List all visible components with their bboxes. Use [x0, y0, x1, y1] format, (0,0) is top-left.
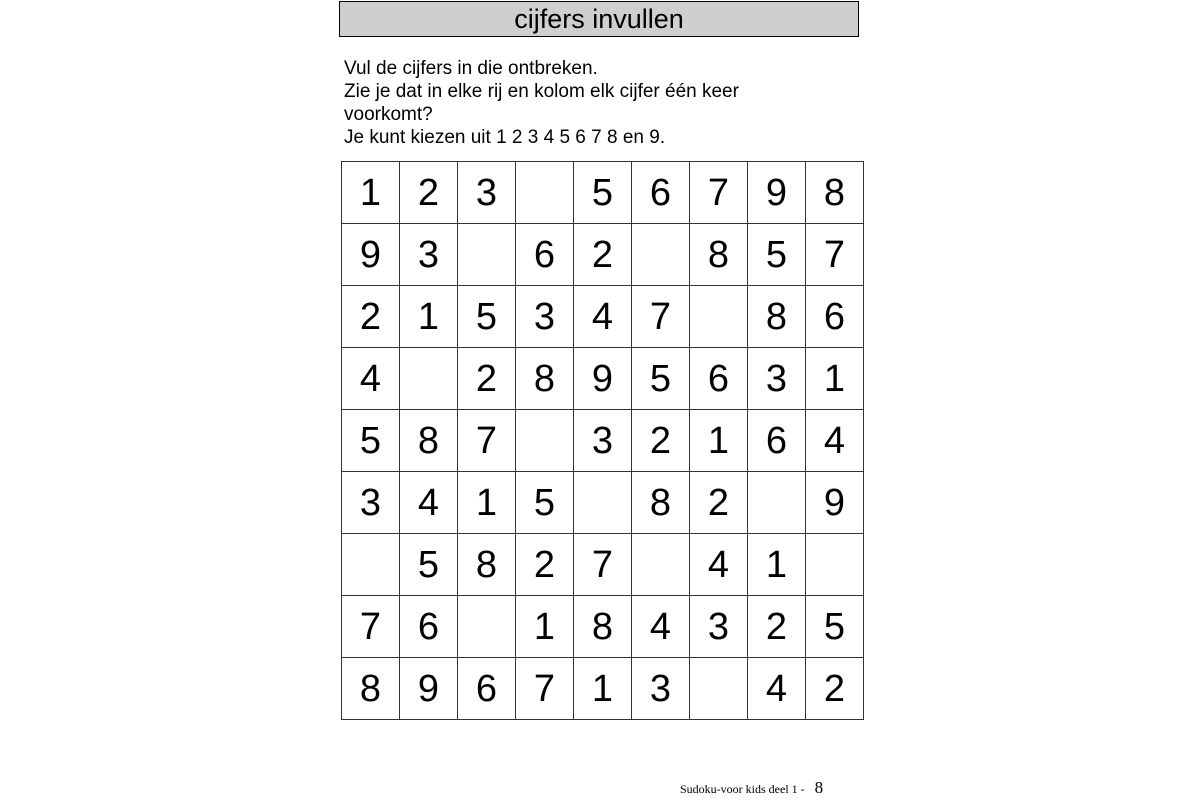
- grid-cell: 1: [342, 162, 400, 224]
- empty-cell[interactable]: [690, 286, 748, 348]
- empty-cell[interactable]: [632, 224, 690, 286]
- grid-cell: 3: [574, 410, 632, 472]
- empty-cell[interactable]: [516, 162, 574, 224]
- grid-cell: 1: [516, 596, 574, 658]
- grid-cell: 3: [458, 162, 516, 224]
- sudoku-grid: [341, 161, 864, 720]
- grid-cell: 1: [400, 286, 458, 348]
- grid-cell: 5: [458, 286, 516, 348]
- grid-cell: 9: [748, 162, 806, 224]
- empty-cell[interactable]: [632, 534, 690, 596]
- grid-cell: 6: [516, 224, 574, 286]
- empty-cell[interactable]: [690, 658, 748, 720]
- instructions: [344, 57, 844, 149]
- empty-cell[interactable]: [458, 596, 516, 658]
- grid-cell: 2: [748, 596, 806, 658]
- empty-cell[interactable]: [748, 472, 806, 534]
- grid-cell: 7: [574, 534, 632, 596]
- grid-cell: 2: [806, 658, 864, 720]
- grid-cell: 8: [690, 224, 748, 286]
- grid-cell: 3: [342, 472, 400, 534]
- grid-cell: 2: [516, 534, 574, 596]
- empty-cell[interactable]: [458, 224, 516, 286]
- grid-cell: 8: [516, 348, 574, 410]
- grid-cell: 6: [400, 596, 458, 658]
- grid-cell: 9: [342, 224, 400, 286]
- grid-cell: 2: [632, 410, 690, 472]
- grid-cell: 7: [806, 224, 864, 286]
- grid-cell: 2: [690, 472, 748, 534]
- grid-cell: 4: [748, 658, 806, 720]
- grid-cell: 3: [400, 224, 458, 286]
- grid-cell: 4: [342, 348, 400, 410]
- empty-cell[interactable]: [342, 534, 400, 596]
- grid-cell: 8: [574, 596, 632, 658]
- grid-cell: 5: [400, 534, 458, 596]
- grid-cell: 1: [806, 348, 864, 410]
- grid-cell: 6: [632, 162, 690, 224]
- grid-cell: 5: [632, 348, 690, 410]
- grid-cell: 1: [690, 410, 748, 472]
- grid-cell: 7: [632, 286, 690, 348]
- instruction-line: voorkomt?: [344, 104, 433, 125]
- grid-cell: 1: [748, 534, 806, 596]
- grid-cell: 4: [690, 534, 748, 596]
- grid-cell: 4: [574, 286, 632, 348]
- grid-cell: 5: [516, 472, 574, 534]
- grid-cell: 7: [342, 596, 400, 658]
- grid-cell: 5: [342, 410, 400, 472]
- grid-cell: 8: [458, 534, 516, 596]
- grid-cell: 2: [574, 224, 632, 286]
- grid-cell: 1: [574, 658, 632, 720]
- grid-cell: 8: [632, 472, 690, 534]
- grid-cell: 6: [690, 348, 748, 410]
- grid-cell: 3: [690, 596, 748, 658]
- empty-cell[interactable]: [574, 472, 632, 534]
- grid-cell: 4: [632, 596, 690, 658]
- worksheet-title: cijfers invullen: [339, 1, 859, 37]
- instruction-line: Je kunt kiezen uit 1 2 3 4 5 6 7 8 en 9.: [344, 127, 666, 148]
- grid-cell: 3: [632, 658, 690, 720]
- grid-cell: 7: [690, 162, 748, 224]
- grid-cell: 6: [458, 658, 516, 720]
- instruction-line: Zie je dat in elke rij en kolom elk cijfer één keer: [344, 81, 739, 102]
- instruction-line: Vul de cijfers in die ontbreken.: [344, 58, 598, 79]
- grid-cell: 3: [748, 348, 806, 410]
- footer-text: Sudoku-voor kids deel 1 -: [680, 782, 805, 796]
- grid-cell: 8: [400, 410, 458, 472]
- page-number: 8: [814, 778, 824, 797]
- grid-cell: 6: [748, 410, 806, 472]
- grid-cell: 8: [342, 658, 400, 720]
- grid-cell: 8: [806, 162, 864, 224]
- empty-cell[interactable]: [400, 348, 458, 410]
- grid-cell: 4: [400, 472, 458, 534]
- page-footer: [680, 778, 823, 798]
- grid-cell: 2: [400, 162, 458, 224]
- grid-cell: 5: [748, 224, 806, 286]
- grid-cell: 3: [516, 286, 574, 348]
- grid-cell: 2: [458, 348, 516, 410]
- grid-cell: 7: [458, 410, 516, 472]
- grid-cell: 9: [400, 658, 458, 720]
- grid-cell: 4: [806, 410, 864, 472]
- grid-cell: 5: [574, 162, 632, 224]
- grid-cell: 2: [342, 286, 400, 348]
- grid-cell: 7: [516, 658, 574, 720]
- grid-cell: 5: [806, 596, 864, 658]
- empty-cell[interactable]: [516, 410, 574, 472]
- grid-cell: 6: [806, 286, 864, 348]
- grid-cell: 9: [574, 348, 632, 410]
- grid-cell: 8: [748, 286, 806, 348]
- empty-cell[interactable]: [806, 534, 864, 596]
- grid-cell: 9: [806, 472, 864, 534]
- grid-cell: 1: [458, 472, 516, 534]
